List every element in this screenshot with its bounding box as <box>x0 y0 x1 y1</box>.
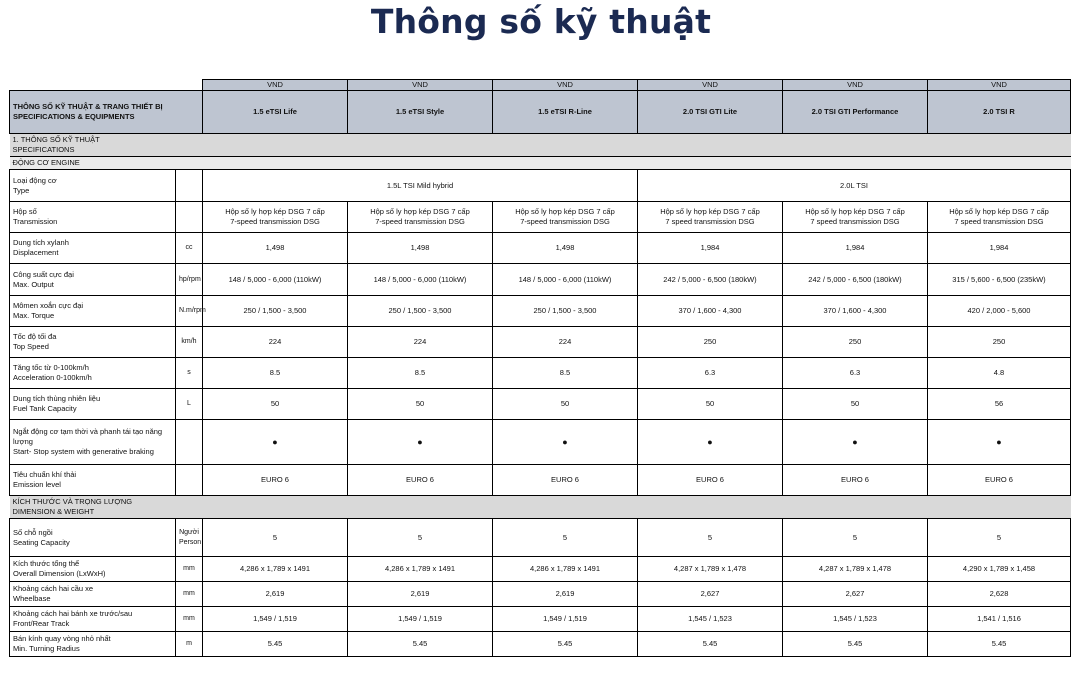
row-label <box>10 264 176 296</box>
value-line: 7-speed transmission DSG <box>230 217 320 226</box>
table-row <box>10 358 1071 389</box>
value-cell: 5 <box>203 519 348 557</box>
value-cell: 148 / 5,000 - 6,000 (110kW) <box>493 264 638 296</box>
row-label-vi: Hộp số <box>13 207 37 216</box>
section-specifications <box>10 134 1071 157</box>
value-cell: 1,549 / 1,519 <box>348 607 493 632</box>
value-cell: 2,619 <box>348 582 493 607</box>
value-cell <box>203 202 348 233</box>
table-row <box>10 233 1071 264</box>
value-line: 7-speed transmission DSG <box>375 217 465 226</box>
value-cell: 4,287 x 1,789 x 1,478 <box>638 557 783 582</box>
value-cell: 50 <box>348 389 493 420</box>
row-label-en: Max. Output <box>13 279 54 289</box>
value-line: 7-speed transmission DSG <box>520 217 610 226</box>
value-cell: 250 / 1,500 - 3,500 <box>348 296 493 327</box>
row-label-vi: Mômen xoắn cực đại <box>13 301 84 310</box>
model-name: 1.5 eTSI Style <box>348 91 493 134</box>
currency-row <box>10 80 1071 91</box>
value-cell: 2,628 <box>928 582 1071 607</box>
row-label <box>10 465 176 496</box>
section-engine <box>10 157 1071 170</box>
value-cell: EURO 6 <box>203 465 348 496</box>
currency-cell: VND <box>348 80 493 91</box>
table-row <box>10 264 1071 296</box>
row-label <box>10 389 176 420</box>
row-label <box>10 607 176 632</box>
table-row <box>10 557 1071 582</box>
model-name: 2.0 TSI GTI Performance <box>783 91 928 134</box>
value-cell: 1,549 / 1,519 <box>493 607 638 632</box>
currency-cell: VND <box>928 80 1071 91</box>
row-label-en: Emission level <box>13 480 61 489</box>
value-cell: 370 / 1,600 - 4,300 <box>783 296 928 327</box>
row-label-en: Min. Turning Radius <box>13 644 80 653</box>
model-header-row <box>10 91 1071 134</box>
row-label-vi: Ngắt động cơ tạm thời và phanh tái tạo năng lượng <box>13 427 163 446</box>
row-label-vi: Tốc độ tối đa <box>13 332 57 341</box>
value-line: 7 speed transmission DSG <box>954 217 1044 226</box>
row-label <box>10 557 176 582</box>
row-unit: m <box>176 632 203 657</box>
row-unit: km/h <box>176 327 203 358</box>
value-cell: 50 <box>638 389 783 420</box>
value-cell: 250 / 1,500 - 3,500 <box>493 296 638 327</box>
value-cell: EURO 6 <box>638 465 783 496</box>
row-label-vi: Loại động cơ <box>13 175 57 185</box>
value-cell: 1,498 <box>203 233 348 264</box>
row-unit <box>176 202 203 233</box>
table-row <box>10 607 1071 632</box>
row-label-en: Acceleration 0-100km/h <box>13 373 92 382</box>
value-cell: 1,498 <box>348 233 493 264</box>
value-cell: 250 <box>928 327 1071 358</box>
value-cell: 1,541 / 1,516 <box>928 607 1071 632</box>
value-cell: 1,545 / 1,523 <box>783 607 928 632</box>
value-cell: 4,286 x 1,789 x 1491 <box>348 557 493 582</box>
row-label-vi: Dung tích xylanh <box>13 238 69 247</box>
value-line: Hộp số ly hợp kép DSG 7 cấp <box>805 207 905 216</box>
value-cell: 2,627 <box>638 582 783 607</box>
value-cell: 250 <box>783 327 928 358</box>
value-line: Hộp số ly hợp kép DSG 7 cấp <box>225 207 325 216</box>
engine-type-group2: 2.0L TSI <box>638 170 1071 202</box>
value-line: Hộp số ly hợp kép DSG 7 cấp <box>949 207 1049 216</box>
value-cell: 4,286 x 1,789 x 1491 <box>493 557 638 582</box>
value-cell: 315 / 5,600 - 6,500 (235kW) <box>928 264 1071 296</box>
value-cell: 4.8 <box>928 358 1071 389</box>
row-label-en: Fuel Tank Capacity <box>13 404 77 413</box>
value-cell: ● <box>783 420 928 465</box>
value-line: Hộp số ly hợp kép DSG 7 cấp <box>660 207 760 216</box>
header-label-vi: THÔNG SỐ KỸ THUẬT & TRANG THIẾT BỊ <box>13 102 163 111</box>
row-label-en: Start- Stop system with generative braking <box>13 447 154 456</box>
spec-table <box>9 79 1071 657</box>
value-cell: 2,619 <box>493 582 638 607</box>
value-cell: 148 / 5,000 - 6,000 (110kW) <box>203 264 348 296</box>
value-cell <box>638 202 783 233</box>
row-label <box>10 420 176 465</box>
row-label <box>10 582 176 607</box>
value-cell: 6.3 <box>638 358 783 389</box>
value-line: 7 speed transmission DSG <box>810 217 900 226</box>
value-cell: 1,984 <box>928 233 1071 264</box>
value-cell: EURO 6 <box>928 465 1071 496</box>
value-cell: 370 / 1,600 - 4,300 <box>638 296 783 327</box>
value-cell: 2,627 <box>783 582 928 607</box>
row-label-vi: Số chỗ ngồi <box>13 527 53 537</box>
value-cell: 50 <box>203 389 348 420</box>
currency-cell: VND <box>203 80 348 91</box>
value-cell <box>783 202 928 233</box>
row-label <box>10 632 176 657</box>
row-unit: N.m/rpm <box>176 296 203 327</box>
row-label-vi: Công suất cực đại <box>13 269 74 279</box>
value-cell: 148 / 5,000 - 6,000 (110kW) <box>348 264 493 296</box>
row-unit: Người Person <box>176 519 203 557</box>
value-cell: 50 <box>493 389 638 420</box>
row-label-vi: Tiêu chuẩn khí thải <box>13 470 77 479</box>
section-title <box>10 496 1071 519</box>
table-row <box>10 632 1071 657</box>
row-unit: mm <box>176 582 203 607</box>
value-cell: 1,984 <box>638 233 783 264</box>
value-cell: 5 <box>348 519 493 557</box>
table-row <box>10 519 1071 557</box>
row-label <box>10 170 176 202</box>
row-label-en: Type <box>13 185 30 195</box>
row-label-en: Top Speed <box>13 342 49 351</box>
currency-cell: VND <box>783 80 928 91</box>
page-title: Thông số kỹ thuật <box>370 2 712 41</box>
table-row <box>10 389 1071 420</box>
row-label-vi: Bán kính quay vòng nhỏ nhất <box>13 634 111 643</box>
value-cell: 5 <box>638 519 783 557</box>
currency-cell: VND <box>493 80 638 91</box>
row-label-en: Front/Rear Track <box>13 619 70 628</box>
row-label-en: Transmission <box>13 217 58 226</box>
value-cell: 8.5 <box>203 358 348 389</box>
value-cell: 420 / 2,000 - 5,600 <box>928 296 1071 327</box>
model-name: 1.5 eTSI R-Line <box>493 91 638 134</box>
value-cell: 56 <box>928 389 1071 420</box>
row-label-en: Wheelbase <box>13 594 51 603</box>
section-title-en: SPECIFICATIONS <box>12 145 75 154</box>
value-cell: 5.45 <box>638 632 783 657</box>
section-title-vi: 1. THÔNG SỐ KỸ THUẬT <box>12 135 100 144</box>
row-label <box>10 233 176 264</box>
row-unit: cc <box>176 233 203 264</box>
table-row <box>10 202 1071 233</box>
row-unit: s <box>176 358 203 389</box>
value-cell: ● <box>493 420 638 465</box>
value-cell <box>348 202 493 233</box>
row-label-vi: Dung tích thùng nhiên liệu <box>13 394 101 403</box>
value-cell: 1,984 <box>783 233 928 264</box>
table-row <box>10 296 1071 327</box>
value-cell: 224 <box>348 327 493 358</box>
value-cell: EURO 6 <box>348 465 493 496</box>
value-cell: 1,545 / 1,523 <box>638 607 783 632</box>
value-cell: 5.45 <box>203 632 348 657</box>
value-cell: EURO 6 <box>783 465 928 496</box>
value-line: 7 speed transmission DSG <box>665 217 755 226</box>
table-row <box>10 582 1071 607</box>
row-label-en: Max. Torque <box>13 311 55 320</box>
value-cell: 224 <box>203 327 348 358</box>
value-cell <box>493 202 638 233</box>
value-cell: 8.5 <box>493 358 638 389</box>
row-label <box>10 296 176 327</box>
table-row <box>10 420 1071 465</box>
value-cell: 5 <box>493 519 638 557</box>
value-cell: ● <box>348 420 493 465</box>
row-label-vi: Tăng tốc từ 0-100km/h <box>13 363 89 372</box>
value-cell: EURO 6 <box>493 465 638 496</box>
value-cell: 8.5 <box>348 358 493 389</box>
row-label-en: Overall Dimension (LxWxH) <box>13 569 106 578</box>
value-cell: 5.45 <box>348 632 493 657</box>
row-label-vi: Khoảng cách hai bánh xe trước/sau <box>13 609 133 618</box>
value-cell: ● <box>638 420 783 465</box>
value-cell: 2,619 <box>203 582 348 607</box>
value-cell: ● <box>928 420 1071 465</box>
row-unit <box>176 170 203 202</box>
value-cell: 250 <box>638 327 783 358</box>
row-unit: L <box>176 389 203 420</box>
model-name: 1.5 eTSI Life <box>203 91 348 134</box>
value-cell: ● <box>203 420 348 465</box>
value-cell: 4,290 x 1,789 x 1,458 <box>928 557 1071 582</box>
section-title-en: DIMENSION & WEIGHT <box>12 507 95 516</box>
value-cell: 5.45 <box>928 632 1071 657</box>
value-cell: 6.3 <box>783 358 928 389</box>
engine-type-group1: 1.5L TSI Mild hybrid <box>203 170 638 202</box>
table-row <box>10 327 1071 358</box>
value-cell: 5 <box>928 519 1071 557</box>
row-label-en: Seating Capacity <box>13 537 70 547</box>
value-cell: 4,286 x 1,789 x 1491 <box>203 557 348 582</box>
section-title-vi: KÍCH THƯỚC VÀ TRỌNG LƯỢNG <box>12 497 133 506</box>
value-cell: 50 <box>783 389 928 420</box>
value-line: Hộp số ly hợp kép DSG 7 cấp <box>370 207 470 216</box>
value-cell: 250 / 1,500 - 3,500 <box>203 296 348 327</box>
value-line: Hộp số ly hợp kép DSG 7 cấp <box>515 207 615 216</box>
subsection-title: ĐỘNG CƠ ENGINE <box>10 157 1071 170</box>
row-unit: mm <box>176 557 203 582</box>
value-cell: 242 / 5,000 - 6,500 (180kW) <box>638 264 783 296</box>
row-unit: hp/rpm <box>176 264 203 296</box>
header-label-en: SPECIFICATIONS & EQUIPMENTS <box>13 112 135 121</box>
row-label <box>10 202 176 233</box>
row-label <box>10 519 176 557</box>
value-cell: 5 <box>783 519 928 557</box>
value-cell: 1,549 / 1,519 <box>203 607 348 632</box>
table-row <box>10 170 1071 202</box>
currency-cell: VND <box>638 80 783 91</box>
row-label-vi: Kích thước tổng thể <box>13 559 80 568</box>
model-name: 2.0 TSI R <box>928 91 1071 134</box>
value-cell: 4,287 x 1,789 x 1,478 <box>783 557 928 582</box>
value-cell: 5.45 <box>493 632 638 657</box>
section-title <box>10 134 1071 157</box>
row-label <box>10 358 176 389</box>
row-unit <box>176 420 203 465</box>
section-dimension <box>10 496 1071 519</box>
table-row <box>10 465 1071 496</box>
row-label-vi: Khoảng cách hai cầu xe <box>13 584 94 593</box>
row-label-en: Displacement <box>13 248 59 257</box>
row-label <box>10 327 176 358</box>
value-cell: 1,498 <box>493 233 638 264</box>
value-cell: 242 / 5,000 - 6,500 (180kW) <box>783 264 928 296</box>
value-cell <box>928 202 1071 233</box>
header-label <box>10 91 203 134</box>
value-cell: 5.45 <box>783 632 928 657</box>
value-cell: 224 <box>493 327 638 358</box>
model-name: 2.0 TSI GTI Lite <box>638 91 783 134</box>
row-unit: mm <box>176 607 203 632</box>
row-unit <box>176 465 203 496</box>
